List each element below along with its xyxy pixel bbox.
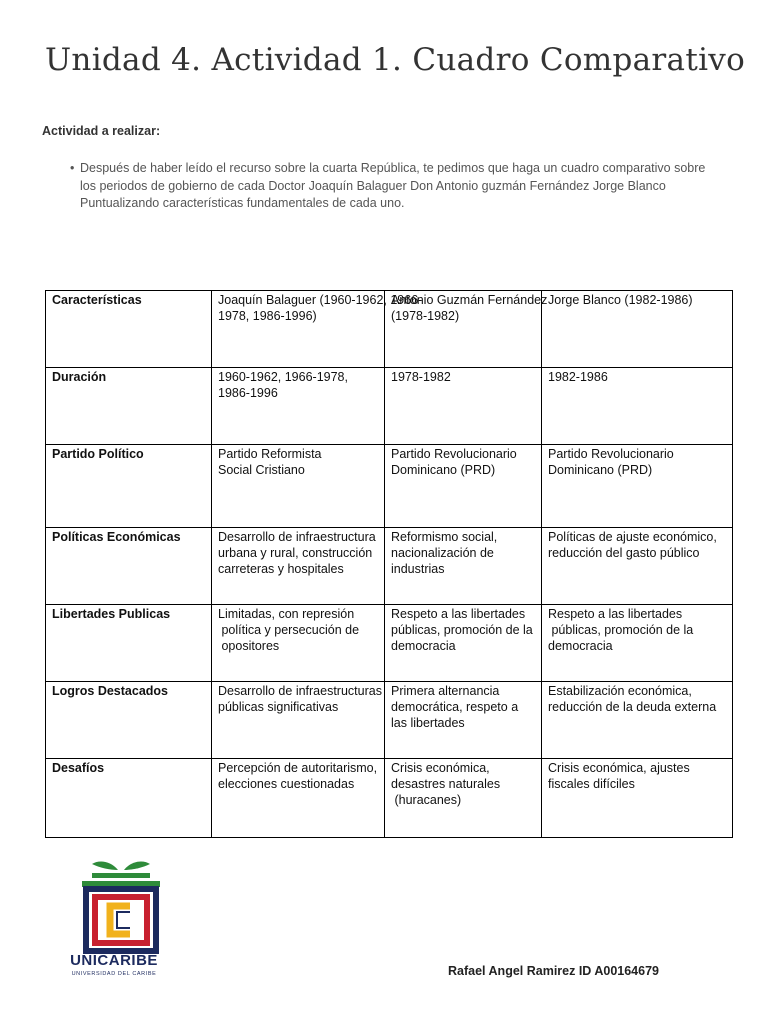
table-cell: Partido Revolucionario Dominicano (PRD) (542, 445, 733, 528)
table-cell: Joaquín Balaguer (1960-1962, 1966- 1978, 1986-1996) (212, 291, 385, 368)
activity-label: Actividad a realizar: (42, 124, 161, 138)
table-cell: Políticas de ajuste económico, reducción del gasto público (542, 528, 733, 605)
comparison-table (45, 290, 733, 838)
table-cell: Jorge Blanco (1982-1986) (542, 291, 733, 368)
instruction-item (70, 160, 720, 213)
table-cell: Crisis económica, ajustes fiscales difíciles (542, 759, 733, 838)
table-row (46, 759, 733, 838)
table-cell: Respeto a las libertades públicas, promoción de la democracia (542, 605, 733, 682)
table-cell: Partido Reformista Social Cristiano (212, 445, 385, 528)
instruction-text: Después de haber leído el recurso sobre la cuarta República, te pedimos que haga un cuadro comparativo sobre los periodos de gobierno de cada Doctor Joaquín Balaguer Don Antonio guzmán Fernández Jorge Blanco Puntualizando características fundamentales de cada uno. (80, 161, 706, 210)
table-row (46, 528, 733, 605)
table-cell: Desarrollo de infraestructuras públicas significativas (212, 682, 385, 759)
table-cell: Percepción de autoritarismo, elecciones cuestionadas (212, 759, 385, 838)
table-cell: Partido Revolucionario Dominicano (PRD) (385, 445, 542, 528)
table-cell: Reformismo social, nacionalización de industrias (385, 528, 542, 605)
table-row (46, 291, 733, 368)
table-cell: Crisis económica, desastres naturales (huracanes) (385, 759, 542, 838)
row-header: Políticas Económicas (46, 528, 212, 605)
table-row (46, 445, 733, 528)
table-cell: 1982-1986 (542, 368, 733, 445)
row-header: Desafíos (46, 759, 212, 838)
table-cell: Antonio Guzmán Fernández (1978-1982) (385, 291, 542, 368)
table-cell: Limitadas, con represión política y persecución de opositores (212, 605, 385, 682)
table-cell: Desarrollo de infraestructura urbana y rural, construcción carreteras y hospitales (212, 528, 385, 605)
table-cell: Estabilización económica, reducción de la deuda externa (542, 682, 733, 759)
bullet-icon: • (70, 161, 75, 175)
table-row (46, 368, 733, 445)
table-cell: Primera alternancia democrática, respeto a las libertades (385, 682, 542, 759)
table-row (46, 682, 733, 759)
row-header: Logros Destacados (46, 682, 212, 759)
row-header: Libertades Publicas (46, 605, 212, 682)
page-title: Unidad 4. Actividad 1. Cuadro Comparativo (45, 42, 746, 78)
logo-subtitle: UNIVERSIDAD DEL CARIBE (71, 971, 157, 977)
logo-wordmark: UNICARIBE (70, 952, 158, 969)
table-cell: 1960-1962, 1966-1978, 1986-1996 (212, 368, 385, 445)
table-row (46, 605, 733, 682)
row-header: Duración (46, 368, 212, 445)
row-header: Características (46, 291, 212, 368)
author-signature: Rafael Angel Ramirez ID A00164679 (448, 964, 659, 978)
table-cell: 1978-1982 (385, 368, 542, 445)
table-cell: Respeto a las libertades públicas, promoción de la democracia (385, 605, 542, 682)
row-header: Partido Político (46, 445, 212, 528)
